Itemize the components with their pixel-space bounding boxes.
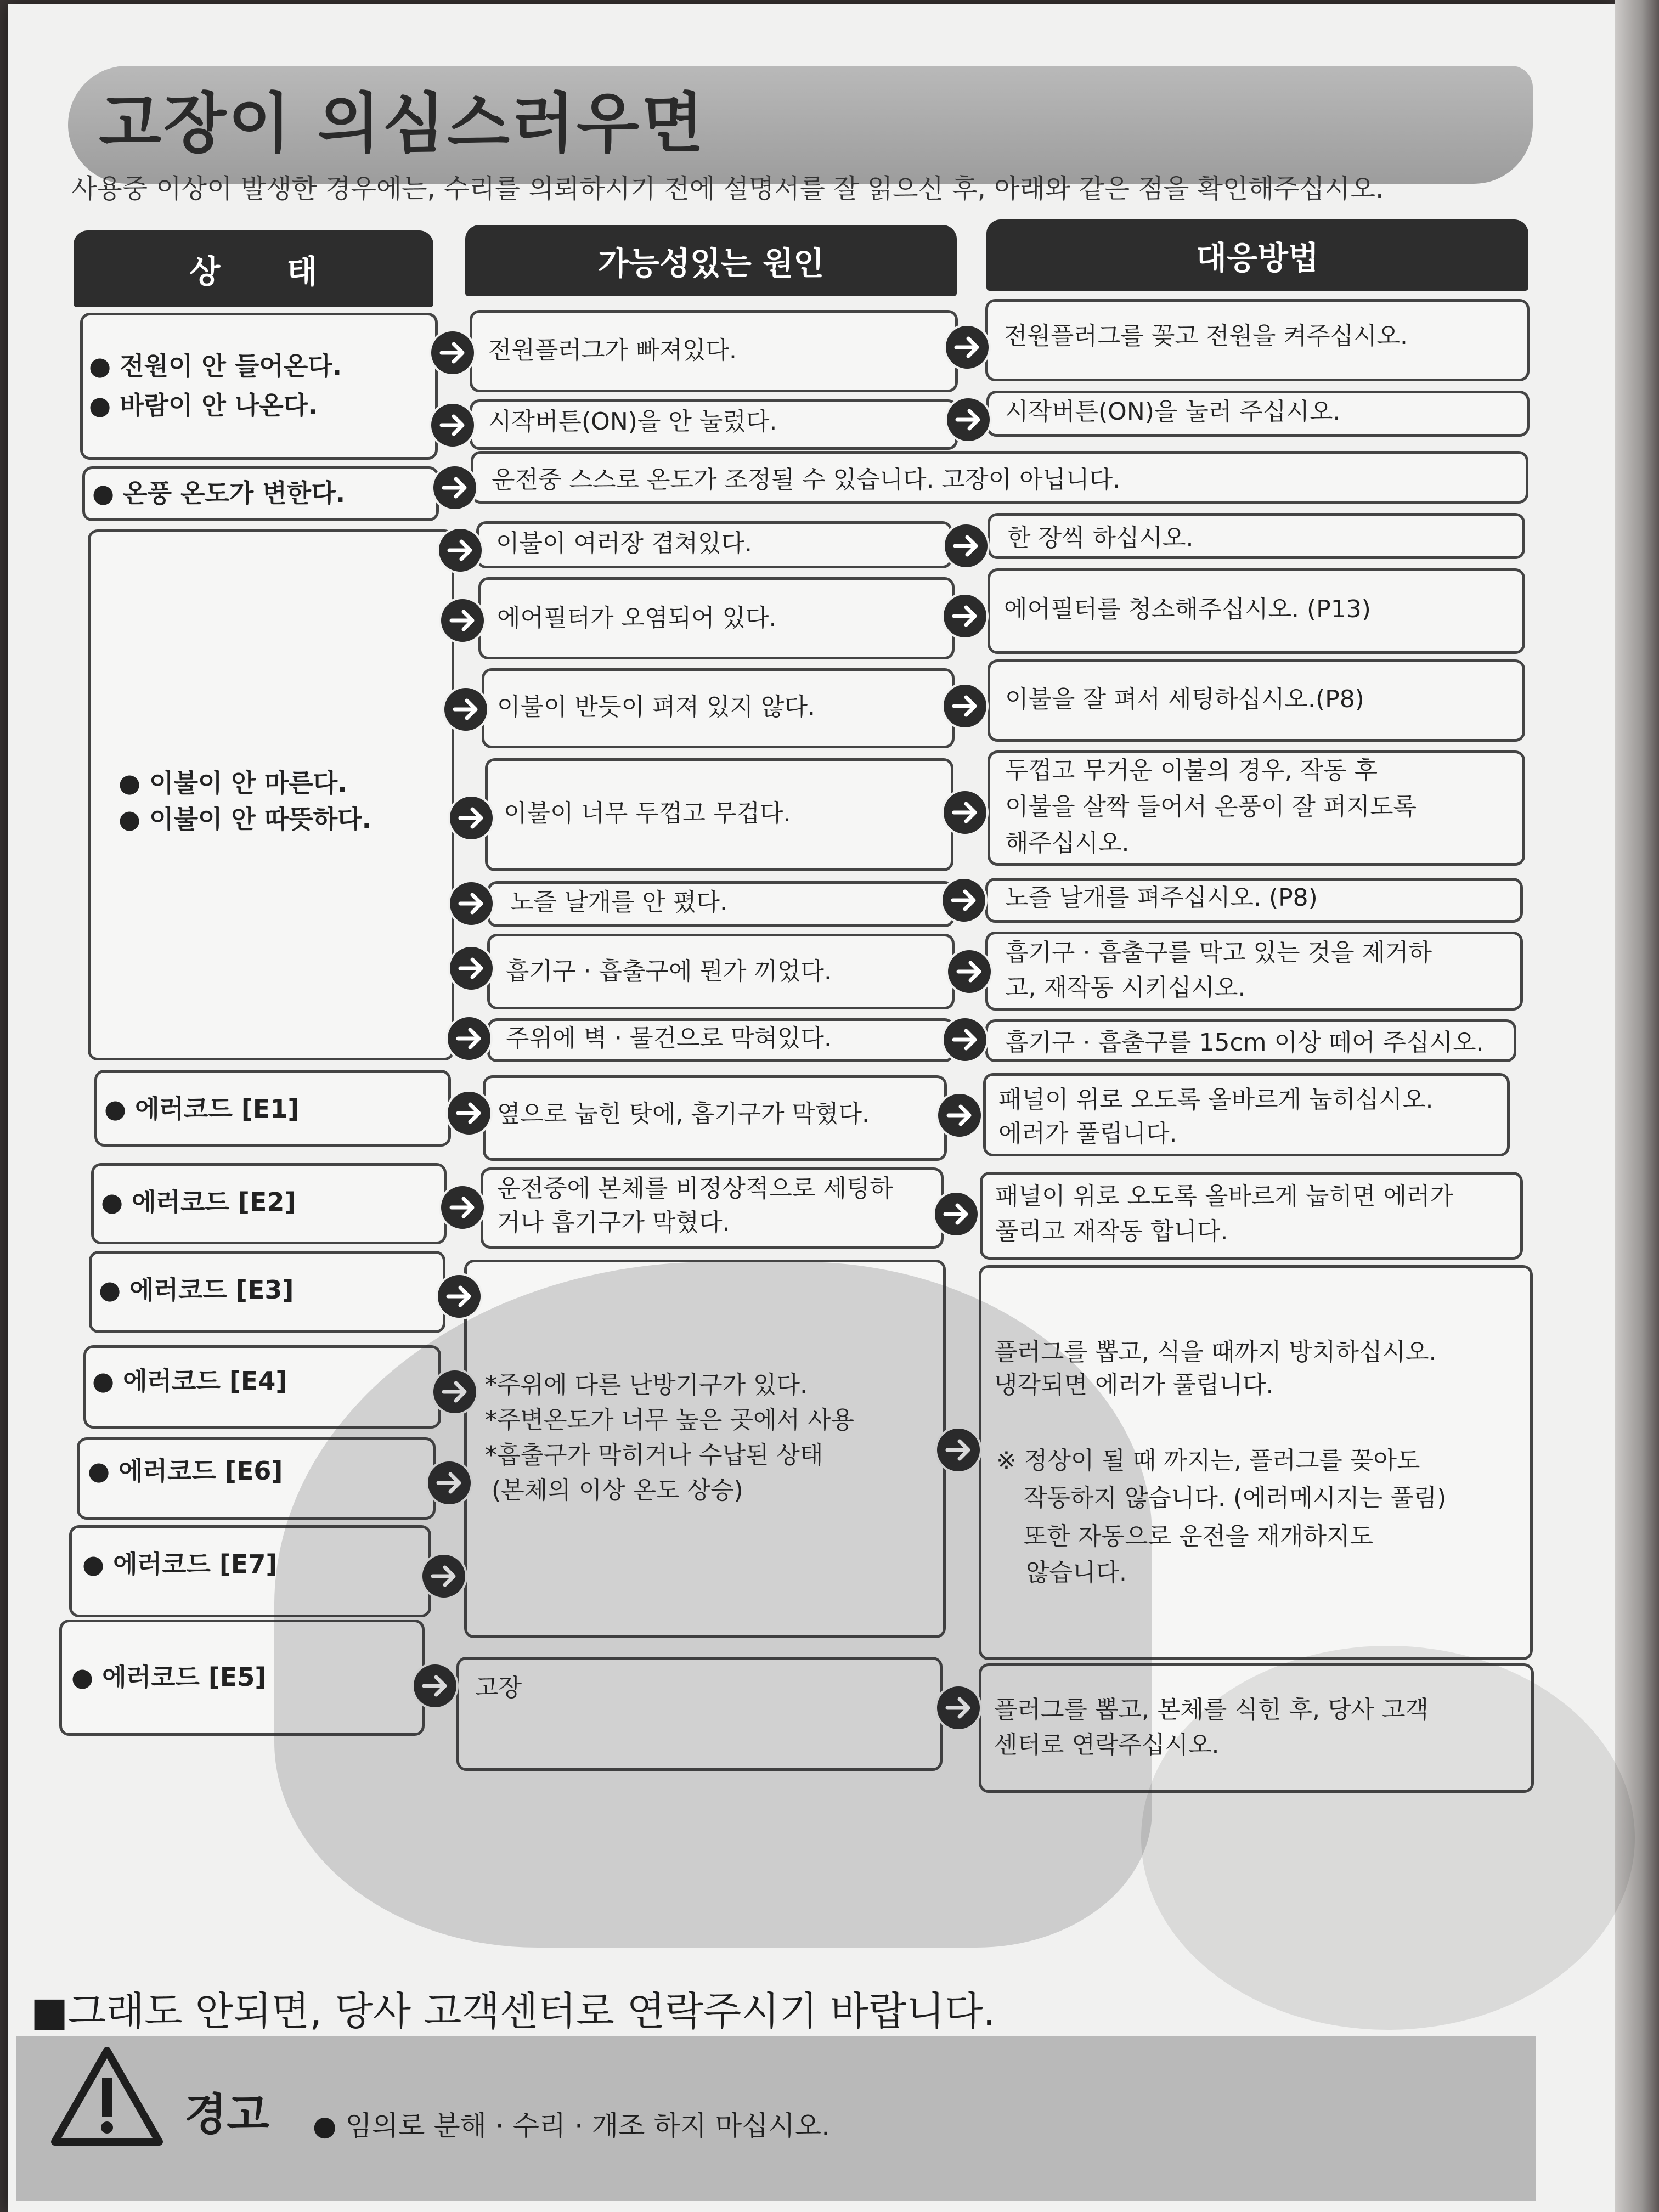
solution-13d: 작동하지 않습니다. (에러메시지는 풀림)	[1024, 1484, 1447, 1512]
header-cause-label: 가능성있는 원인	[597, 245, 825, 282]
cause-12a: 운전중에 본체를 비정상적으로 세팅하	[497, 1175, 894, 1203]
state-power: ● 전원이 안 들어온다.	[89, 351, 342, 381]
state-no-wind: ● 바람이 안 나온다.	[89, 391, 318, 420]
cause-11: 옆으로 눕힌 탓에, 흡기구가 막혔다.	[497, 1100, 870, 1128]
arrow-right-icon	[448, 794, 495, 842]
solution-8: 노즐 날개를 펴주십시오. (P8)	[1005, 884, 1318, 912]
solution-12a: 패널이 위로 오도록 올바르게 눕히면 에러가	[995, 1182, 1454, 1210]
solution-1: 전원플러그를 꽂고 전원을 켜주십시오.	[1004, 322, 1408, 350]
cause-4: 이불이 여러장 겹쳐있다.	[496, 529, 752, 557]
solution-7b: 이불을 살짝 들어서 온풍이 잘 퍼지도록	[1005, 793, 1417, 821]
arrow-right-icon	[448, 880, 495, 927]
arrow-right-icon	[946, 948, 993, 995]
arrow-right-icon	[429, 329, 476, 376]
header-state	[74, 230, 433, 307]
arrow-right-icon	[445, 1090, 493, 1137]
cause-1: 전원플러그가 빠져있다.	[488, 336, 737, 364]
arrow-right-icon	[445, 1015, 493, 1062]
arrow-right-icon	[437, 527, 484, 574]
arrow-right-icon	[944, 324, 991, 371]
arrow-right-icon	[943, 522, 990, 569]
cause-5: 에어필터가 오염되어 있다.	[497, 604, 777, 632]
arrow-right-icon	[941, 789, 989, 836]
arrow-right-icon	[411, 1662, 459, 1709]
solution-4: 한 장씩 하십시오.	[1007, 524, 1194, 552]
state-e7: ● 에러코드 [E7]	[82, 1549, 278, 1579]
solution-13b: 냉각되면 에러가 풀립니다.	[994, 1371, 1274, 1399]
cause-12b: 거나 흡기구가 막혔다.	[497, 1209, 730, 1237]
arrow-right-icon	[935, 1426, 982, 1474]
state-not-warm: ● 이불이 안 따뜻하다.	[119, 804, 372, 834]
arrow-right-icon	[941, 682, 989, 730]
arrow-right-icon	[933, 1190, 980, 1238]
arrow-right-icon	[945, 396, 992, 443]
cause-14: 고장	[475, 1674, 522, 1702]
cause-7: 이불이 너무 두껍고 무겁다.	[504, 799, 791, 827]
arrow-right-icon	[439, 597, 486, 644]
state-temp-change: ● 온풍 온도가 변한다.	[92, 478, 346, 508]
page-edge	[1615, 0, 1659, 2212]
state-box-power	[80, 313, 438, 460]
arrow-right-icon	[941, 592, 989, 640]
arrow-right-icon	[431, 1368, 478, 1415]
cause-13a: *주위에 다른 난방기구가 있다.	[485, 1371, 808, 1399]
warning-text: ● 임의로 분해 · 수리 · 개조 하지 마십시오.	[313, 2110, 830, 2142]
arrow-right-icon	[439, 1184, 486, 1231]
header-cause	[465, 225, 957, 296]
solution-13c: ※ 정상이 될 때 까지는, 플러그를 꽂아도	[996, 1447, 1420, 1475]
arrow-right-icon	[941, 1016, 989, 1063]
arrow-right-icon	[429, 402, 476, 449]
cause-10: 주위에 벽 · 물건으로 막혀있다.	[506, 1024, 832, 1052]
cause-13c: *흡출구가 막히거나 수납된 상태	[485, 1441, 823, 1469]
cause-13b: *주변온도가 너무 높은 곳에서 사용	[485, 1406, 854, 1434]
state-e4: ● 에러코드 [E4]	[92, 1366, 287, 1396]
warning-triangle-icon	[49, 2044, 165, 2148]
arrow-right-icon	[448, 945, 495, 992]
arrow-right-icon	[426, 1459, 473, 1506]
footer-note: ■그래도 안되면, 당사 고객센터로 연락주시기 바랍니다.	[31, 1988, 996, 2034]
solution-12b: 풀리고 재작동 합니다.	[995, 1217, 1228, 1245]
solution-9b: 고, 재작동 시키십시오.	[1005, 974, 1246, 1002]
state-e6: ● 에러코드 [E6]	[88, 1456, 283, 1486]
header-state-label: 상 태	[189, 253, 318, 290]
arrow-right-icon	[940, 877, 988, 924]
solution-13e: 또한 자동으로 운전을 재개하지도	[1024, 1522, 1374, 1550]
header-solution	[986, 219, 1528, 291]
arrow-right-icon	[936, 1092, 983, 1139]
solution-10: 흡기구 · 흡출구를 15cm 이상 떼어 주십시오.	[1005, 1029, 1484, 1057]
state-e5: ● 에러코드 [E5]	[71, 1662, 267, 1692]
solution-11a: 패널이 위로 오도록 올바르게 눕히십시오.	[998, 1086, 1434, 1114]
arrow-right-icon	[436, 1273, 483, 1320]
state-not-dry: ● 이불이 안 마른다.	[119, 768, 347, 798]
cause-8: 노즐 날개를 안 폈다.	[510, 888, 727, 916]
page-subtitle: 사용중 이상이 발생한 경우에는, 수리를 의뢰하시기 전에 설명서를 잘 읽으신 후, 아래와 같은 점을 확인해주십시오.	[71, 173, 1384, 204]
solution-5: 에어필터를 청소해주십시오. (P13)	[1004, 595, 1371, 623]
cause-2: 시작버튼(ON)을 안 눌렀다.	[488, 408, 777, 436]
solution-11b: 에러가 풀립니다.	[998, 1120, 1177, 1148]
arrow-right-icon	[420, 1553, 467, 1600]
arrow-right-icon	[935, 1684, 982, 1731]
solution-14a: 플러그를 뽑고, 본체를 식힌 후, 당사 고객	[994, 1696, 1429, 1724]
solution-6: 이불을 잘 펴서 세팅하십시오.(P8)	[1005, 685, 1364, 713]
solution-13a: 플러그를 뽑고, 식을 때까지 방치하십시오.	[994, 1338, 1437, 1366]
solution-14b: 센터로 연락주십시오.	[994, 1731, 1220, 1759]
state-e3: ● 에러코드 [E3]	[99, 1275, 294, 1305]
solution-7c: 해주십시오.	[1005, 829, 1130, 857]
solution-7a: 두껍고 무거운 이불의 경우, 작동 후	[1005, 757, 1378, 785]
arrow-right-icon	[442, 686, 489, 733]
cause-13d: (본체의 이상 온도 상승)	[492, 1476, 743, 1504]
state-e1: ● 에러코드 [E1]	[104, 1094, 300, 1124]
solution-9a: 흡기구 · 흡출구를 막고 있는 것을 제거하	[1005, 939, 1432, 967]
warning-label: 경고	[184, 2089, 269, 2140]
state-e2: ● 에러코드 [E2]	[101, 1187, 296, 1217]
cause-3: 운전중 스스로 온도가 조정될 수 있습니다. 고장이 아닙니다.	[492, 466, 1120, 494]
cause-6: 이불이 반듯이 펴져 있지 않다.	[497, 693, 815, 721]
arrow-right-icon	[431, 464, 478, 511]
header-solution-label: 대응방법	[1195, 239, 1319, 276]
solution-2: 시작버튼(ON)을 눌러 주십시오.	[1005, 398, 1341, 426]
solution-13f: 않습니다.	[1026, 1559, 1127, 1587]
cause-9: 흡기구 · 흡출구에 뭔가 끼었다.	[506, 957, 832, 985]
page-title: 고장이 의심스러우면	[99, 86, 706, 161]
cause-box-14	[456, 1657, 943, 1771]
